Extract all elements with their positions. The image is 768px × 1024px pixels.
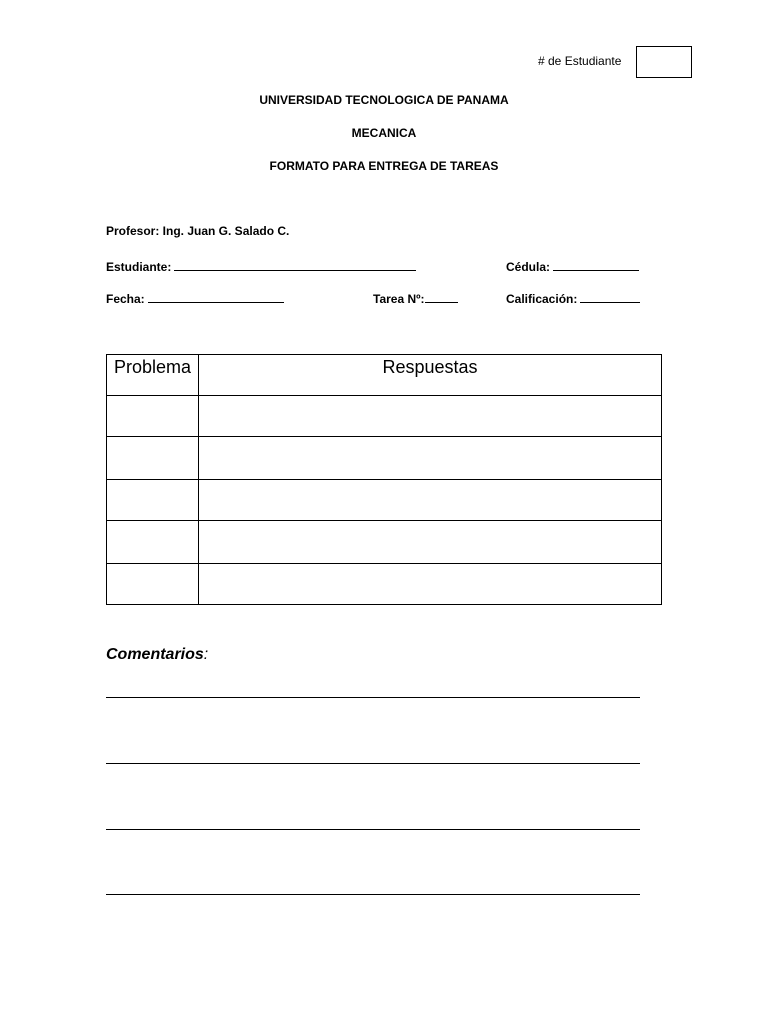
date-row bbox=[106, 290, 284, 306]
grade-label: Calificación: bbox=[506, 292, 578, 306]
id-field[interactable] bbox=[553, 258, 639, 271]
task-field[interactable] bbox=[425, 290, 458, 303]
university-title: UNIVERSIDAD TECNOLOGICA DE PANAMA bbox=[259, 93, 509, 107]
answer-cell[interactable] bbox=[199, 564, 662, 605]
table-row bbox=[107, 564, 662, 605]
professor-label: Profesor: Ing. Juan G. Salado C. bbox=[106, 224, 290, 238]
comments-colon: : bbox=[203, 646, 209, 663]
answers-table bbox=[106, 354, 662, 605]
answer-cell[interactable] bbox=[199, 396, 662, 437]
problem-cell[interactable] bbox=[107, 521, 199, 564]
table-row bbox=[107, 396, 662, 437]
answer-cell[interactable] bbox=[199, 480, 662, 521]
date-field[interactable] bbox=[148, 290, 284, 303]
id-row bbox=[506, 258, 639, 274]
table-row bbox=[107, 437, 662, 480]
comment-line[interactable] bbox=[106, 697, 640, 698]
student-number-field[interactable] bbox=[636, 46, 692, 78]
table-row bbox=[107, 521, 662, 564]
student-name-row bbox=[106, 258, 416, 274]
comments-label: Comentarios bbox=[106, 646, 204, 663]
form-title: FORMATO PARA ENTREGA DE TAREAS bbox=[269, 159, 499, 173]
problem-cell[interactable] bbox=[107, 480, 199, 521]
date-label: Fecha: bbox=[106, 292, 145, 306]
id-label: Cédula: bbox=[506, 260, 551, 274]
student-number-label: # de Estudiante bbox=[538, 54, 622, 68]
grade-field[interactable] bbox=[580, 290, 640, 303]
comment-line[interactable] bbox=[106, 763, 640, 764]
grade-row bbox=[506, 290, 640, 306]
problem-cell[interactable] bbox=[107, 396, 199, 437]
comment-line[interactable] bbox=[106, 829, 640, 830]
task-row bbox=[373, 290, 458, 306]
answers-column-header: Respuestas bbox=[199, 355, 662, 396]
problem-cell[interactable] bbox=[107, 564, 199, 605]
table-row bbox=[107, 480, 662, 521]
answer-cell[interactable] bbox=[199, 521, 662, 564]
department-title: MECANICA bbox=[351, 126, 417, 140]
problem-column-header: Problema bbox=[107, 355, 199, 396]
problem-cell[interactable] bbox=[107, 437, 199, 480]
student-name-label: Estudiante: bbox=[106, 260, 172, 274]
comments-label-group bbox=[106, 646, 208, 664]
task-label: Tarea Nº: bbox=[373, 292, 425, 306]
table-header-row bbox=[107, 355, 662, 396]
student-name-field[interactable] bbox=[174, 258, 416, 271]
answer-cell[interactable] bbox=[199, 437, 662, 480]
comment-line[interactable] bbox=[106, 894, 640, 895]
